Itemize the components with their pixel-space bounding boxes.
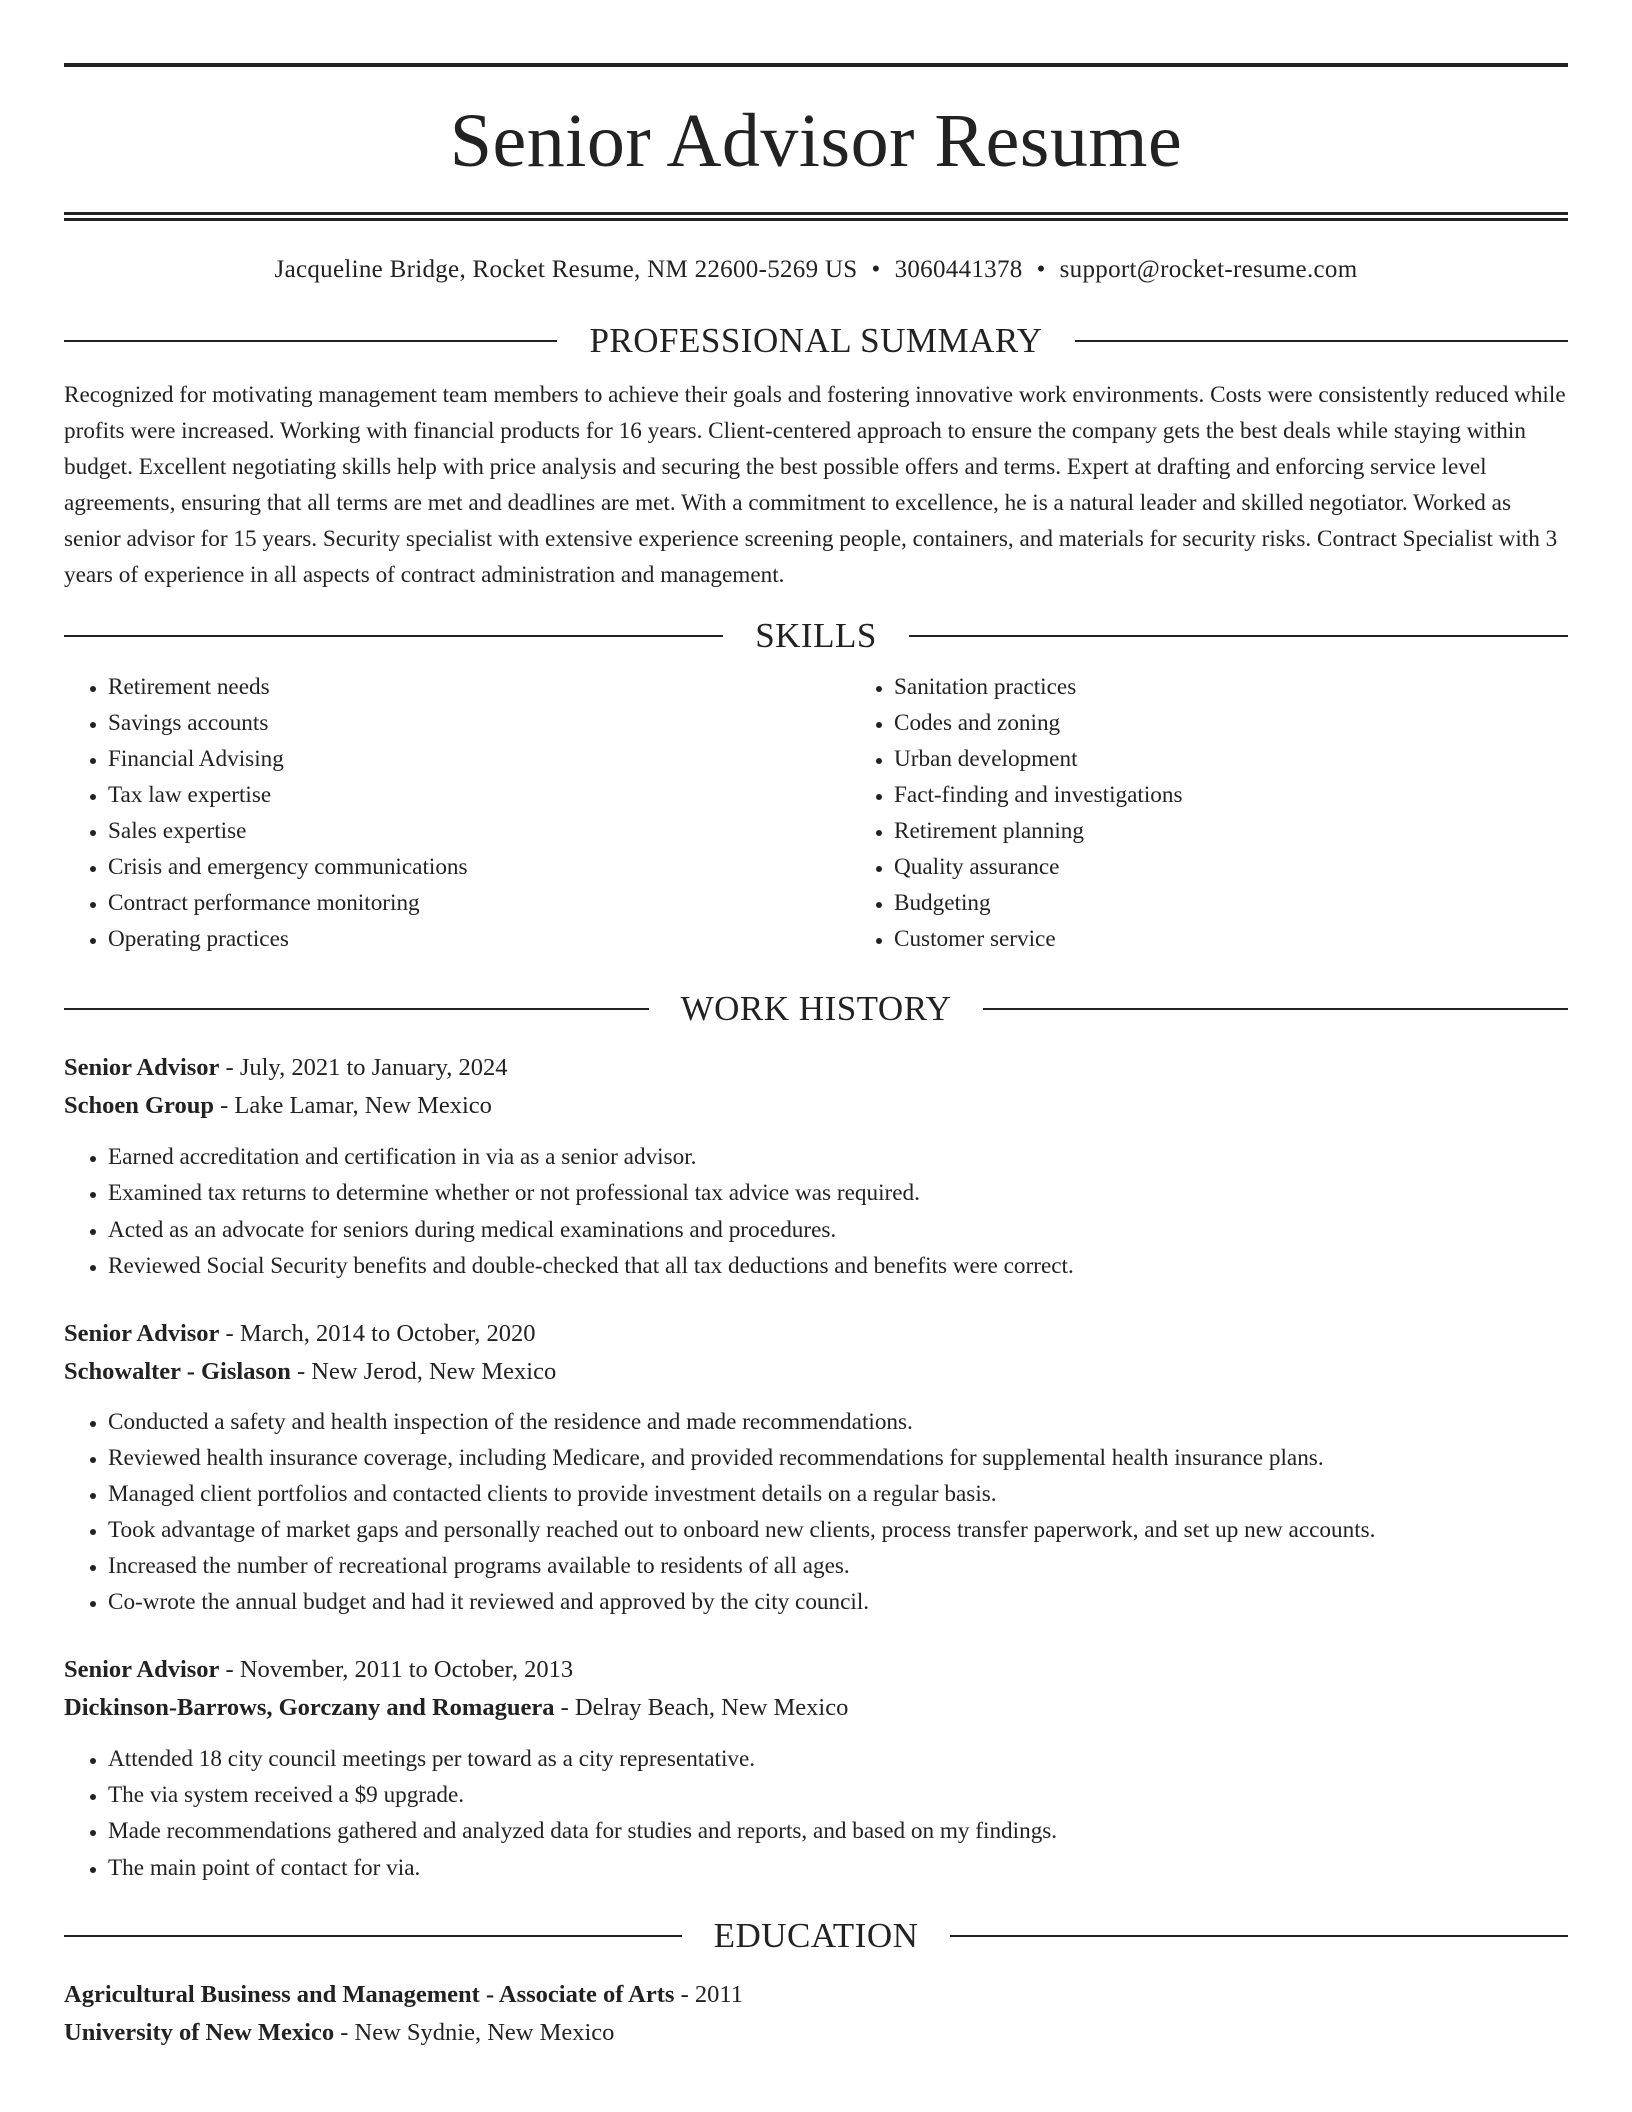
skill-item: • Sales expertise — [108, 813, 850, 849]
skill-item: • Retirement planning — [894, 813, 1632, 849]
skill-item: • Operating practices — [108, 921, 850, 957]
contact-line — [64, 255, 1568, 285]
job-location: - Lake Lamar, New Mexico — [214, 1092, 492, 1120]
job-bullet: • Acted as an advocate for seniors during medical examinations and procedures. — [108, 1212, 1568, 1248]
job-company: Schowalter - Gislason — [64, 1357, 291, 1385]
skill-item: • Crisis and emergency communications — [108, 849, 850, 885]
divider-line — [64, 1008, 649, 1010]
contact-separator: • — [871, 256, 881, 283]
work-section-header — [64, 987, 1568, 1031]
summary-text: Recognized for motivating management team members to achieve their goals and fostering innovative work environments. Costs were consistently reduced while profits were increased. Working with financial products for 16 years. Client-centered approach to ensure the company gets the best deals while staying within budget. Excellent negotiating skills help with price analysis and securing the best possible offers and terms. Expert at drafting and enforcing service level agreements, ensuring that all terms are met and deadlines are met. With a commitment to excellence, he is a natural leader and skilled negotiator. Worked as senior advisor for 15 years. Security specialist with extensive experience screening people, containers, and materials for security risks. Contract Specialist with 3 years of experience in all aspects of contract administration and management. — [64, 382, 1566, 589]
job-bullet: • Co-wrote the annual budget and had it reviewed and approved by the city council. — [108, 1584, 1568, 1620]
job-location: - Delray Beach, New Mexico — [554, 1694, 849, 1722]
education-entry — [64, 1976, 1568, 2052]
job-company: Dickinson-Barrows, Gorczany and Romaguera — [64, 1694, 555, 1722]
skills-section-header — [64, 614, 1568, 658]
resume-title: Senior Advisor Resume — [449, 99, 1183, 183]
skill-item: • Customer service — [894, 921, 1632, 957]
skills-column-left — [64, 669, 850, 958]
job-role: Senior Advisor — [64, 1656, 220, 1684]
job-company-line — [64, 1689, 1568, 1727]
job-bullet: • Made recommendations gathered and analyzed data for studies and reports, and based on my findings. — [108, 1813, 1568, 1849]
job-bullet: • Conducted a safety and health inspection of the residence and made recommendations. — [108, 1404, 1568, 1440]
job-bullet: • The main point of contact for via. — [108, 1850, 1568, 1886]
job-bullet: • Reviewed health insurance coverage, including Medicare, and provided recommendations for supplemental health insurance plans. — [108, 1440, 1568, 1476]
title-double-rule — [64, 212, 1568, 221]
education-year: - 2011 — [674, 1980, 743, 2008]
job-bullet: • Reviewed Social Security benefits and double-checked that all tax deductions and benefits were correct. — [108, 1248, 1568, 1284]
job-bullet: • The via system received a $9 upgrade. — [108, 1777, 1568, 1813]
contact-phone: 3060441378 — [894, 256, 1023, 283]
skill-item: • Tax law expertise — [108, 777, 850, 813]
work-heading: WORK HISTORY — [680, 989, 952, 1029]
contact-address: Jacqueline Bridge, Rocket Resume, NM 22600-5269 US — [274, 256, 858, 283]
job-role: Senior Advisor — [64, 1319, 220, 1347]
job-entry — [64, 1049, 1568, 1283]
job-role: Senior Advisor — [64, 1054, 220, 1082]
education-degree: Agricultural Business and Management - Associate of Arts — [64, 1980, 675, 2008]
job-bullets — [64, 1741, 1568, 1885]
divider-line — [1075, 340, 1568, 342]
skill-item: • Retirement needs — [108, 669, 850, 705]
job-bullet: • Attended 18 city council meetings per toward as a city representative. — [108, 1741, 1568, 1777]
skill-item: • Budgeting — [894, 885, 1632, 921]
education-location: - New Sydnie, New Mexico — [334, 2018, 615, 2046]
job-title-line — [64, 1049, 1568, 1087]
education-heading: EDUCATION — [713, 1915, 919, 1955]
education-degree-line — [64, 1976, 1568, 2014]
skill-item: • Contract performance monitoring — [108, 885, 850, 921]
job-bullets — [64, 1404, 1568, 1621]
job-dates: - November, 2011 to October, 2013 — [219, 1656, 574, 1684]
job-bullets — [64, 1139, 1568, 1283]
job-company-line — [64, 1353, 1568, 1391]
resume-page — [64, 0, 1568, 2052]
education-section-header — [64, 1914, 1568, 1958]
skill-item: • Codes and zoning — [894, 705, 1632, 741]
skills-column-right — [850, 669, 1632, 958]
divider-line — [950, 1935, 1568, 1937]
job-bullet: • Increased the number of recreational programs available to residents of all ages. — [108, 1548, 1568, 1584]
divider-line — [909, 635, 1568, 637]
job-dates: - July, 2021 to January, 2024 — [219, 1054, 508, 1082]
skill-item: • Fact-finding and investigations — [894, 777, 1632, 813]
education-school: University of New Mexico — [64, 2018, 335, 2046]
divider-line — [64, 340, 557, 342]
contact-email: support@rocket-resume.com — [1059, 256, 1358, 283]
skill-item: • Quality assurance — [894, 849, 1632, 885]
job-entry — [64, 1651, 1568, 1885]
skills-heading: SKILLS — [755, 615, 877, 655]
summary-heading: PROFESSIONAL SUMMARY — [589, 321, 1043, 360]
divider-line — [64, 635, 723, 637]
top-rule — [64, 63, 1568, 67]
job-title-line — [64, 1315, 1568, 1353]
job-entry — [64, 1315, 1568, 1621]
job-company: Schoen Group — [64, 1092, 214, 1120]
job-title-line — [64, 1651, 1568, 1689]
skill-item: • Urban development — [894, 741, 1632, 777]
job-dates: - March, 2014 to October, 2020 — [219, 1319, 536, 1347]
job-company-line — [64, 1087, 1568, 1125]
skill-item: • Savings accounts — [108, 705, 850, 741]
job-bullet: • Managed client portfolios and contacted clients to provide investment details on a regular basis. — [108, 1476, 1568, 1512]
job-location: - New Jerod, New Mexico — [290, 1357, 557, 1385]
skill-item: • Financial Advising — [108, 741, 850, 777]
job-bullet: • Examined tax returns to determine whether or not professional tax advice was required. — [108, 1175, 1568, 1211]
skill-item: • Sanitation practices — [894, 669, 1632, 705]
divider-line — [64, 1935, 682, 1937]
contact-separator: • — [1036, 256, 1046, 283]
job-bullet: • Earned accreditation and certification in via as a senior advisor. — [108, 1139, 1568, 1175]
skills-list — [64, 669, 1568, 958]
summary-section-header — [64, 319, 1568, 363]
education-school-line — [64, 2014, 1568, 2052]
divider-line — [983, 1008, 1568, 1010]
job-bullet: • Took advantage of market gaps and personally reached out to onboard new clients, process transfer paperwork, and set up new accounts. — [108, 1512, 1568, 1548]
